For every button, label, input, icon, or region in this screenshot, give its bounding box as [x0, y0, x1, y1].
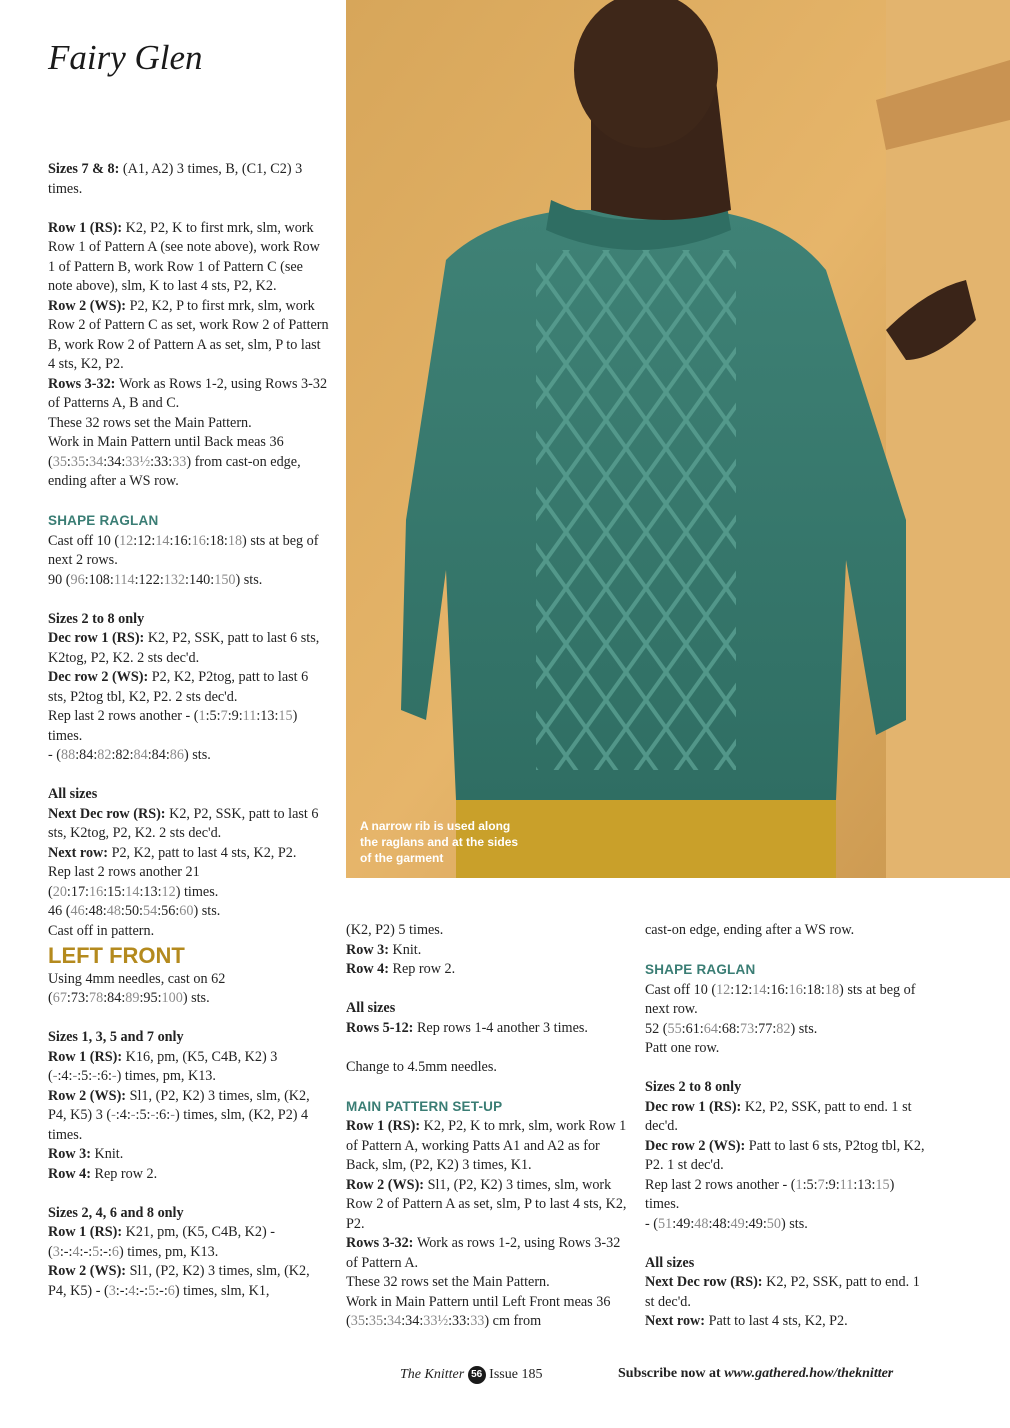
text-run: ) sts.: [790, 1020, 818, 1037]
instruction-paragraph: [346, 941, 630, 961]
text-run: K2, P2, SSK, patt to end. 1 st dec'd.: [645, 1274, 920, 1310]
paragraph-gap: [48, 1009, 330, 1029]
instruction-paragraph: [645, 921, 929, 941]
text-run: :140:: [185, 571, 215, 588]
instruction-paragraph: [645, 1020, 929, 1040]
text-run: :95:: [139, 990, 162, 1006]
section-heading: [48, 943, 330, 970]
text-run: 46 (: [48, 903, 71, 919]
text-run: :16:: [766, 981, 789, 998]
text-run: Using 4mm needles, cast on 62 (: [48, 970, 226, 1006]
text-run: :: [383, 1313, 388, 1329]
size-value: 35: [368, 1313, 384, 1329]
size-value: 49: [730, 1215, 745, 1232]
text-run: :4:: [57, 1068, 73, 1084]
text-run: Rep row 2.: [94, 1165, 158, 1182]
subscribe-text: Subscribe now at: [618, 1366, 721, 1381]
size-value: -: [170, 1107, 175, 1123]
size-value: 1: [795, 1176, 803, 1193]
text-run: ) times.: [48, 708, 298, 744]
text-run: :61:: [681, 1020, 704, 1037]
instruction-paragraph: [48, 707, 330, 746]
size-value: 48: [106, 903, 121, 919]
size-value: 60: [179, 903, 194, 919]
issue-number: Issue 185: [489, 1367, 543, 1383]
text-run: Patt to last 4 sts, K2, P2.: [708, 1313, 848, 1329]
paragraph-gap: [48, 1184, 330, 1204]
instruction-paragraph: [48, 970, 330, 1009]
row-label: Row 2 (WS):: [48, 1263, 130, 1279]
text-run: K2, P2, K to mrk, slm, work Row 1 of Pattern A, working Patts A1 and A2 as for Back, slm, (P2, K2) 3 times, K1.: [346, 1118, 627, 1173]
paragraph-gap: [48, 199, 330, 219]
paragraph-gap: [346, 1038, 630, 1058]
instruction-paragraph: [48, 805, 330, 844]
text-run: ) sts.: [193, 903, 221, 919]
size-value: 88: [61, 747, 76, 763]
paragraph-gap: [645, 1234, 929, 1254]
text-run: :49:: [744, 1215, 767, 1232]
size-value: 89: [125, 990, 140, 1006]
text-run: :-:: [155, 1282, 168, 1299]
instruction-paragraph: [48, 785, 330, 805]
instruction-paragraph: [346, 999, 630, 1019]
text-run: Sl1, (P2, K2) 3 times, slm, (K2, P4, K5) 3 (: [48, 1087, 310, 1123]
size-value: 7: [817, 1176, 825, 1193]
size-value: 5: [148, 1282, 156, 1299]
instruction-paragraph: [645, 1254, 929, 1274]
instruction-paragraph: [645, 1312, 929, 1332]
row-label: Row 1 (RS):: [48, 1224, 126, 1240]
size-value: 35: [70, 453, 86, 470]
instruction-paragraph: [645, 1039, 929, 1059]
row-label: Row 3:: [346, 941, 393, 958]
size-value: 7: [220, 708, 228, 724]
size-value: 1: [198, 708, 206, 724]
paragraph-gap: [645, 941, 929, 961]
size-value: 82: [776, 1020, 791, 1037]
size-value: 55: [667, 1020, 682, 1037]
text-run: :6:: [155, 1107, 171, 1123]
text-run: MAIN PATTERN SET-UP: [346, 1098, 503, 1114]
size-value: 11: [242, 708, 257, 724]
text-run: ) from cast-on edge, ending after a WS row.: [48, 453, 301, 489]
instruction-paragraph: [645, 981, 929, 1020]
text-run: :9:: [227, 708, 243, 724]
text-run: These 32 rows set the Main Pattern.: [346, 1274, 550, 1290]
pattern-title: Fairy Glen: [48, 38, 203, 77]
size-value: 132: [163, 571, 186, 588]
section-heading: [48, 511, 330, 532]
text-run: Patt one row.: [645, 1040, 720, 1056]
instruction-paragraph: [346, 1019, 630, 1039]
size-value: 6: [111, 1243, 119, 1260]
size-value: 18: [227, 532, 243, 549]
row-label: Sizes 2 to 8 only: [645, 1079, 742, 1095]
size-value: 15: [278, 708, 293, 724]
instruction-paragraph: [48, 1145, 330, 1165]
text-run: Knit.: [94, 1146, 124, 1162]
instruction-paragraph: [48, 297, 330, 375]
size-value: 100: [161, 990, 183, 1006]
text-run: Rep rows 1-4 another 3 times.: [416, 1019, 588, 1036]
text-run: Rep row 2.: [392, 961, 456, 977]
text-run: LEFT FRONT: [48, 943, 185, 968]
text-run: ) sts.: [182, 990, 210, 1006]
text-run: :-:: [79, 1243, 93, 1260]
text-run: :33:: [150, 453, 173, 470]
text-run: (K2, P2) 5 times.: [346, 922, 444, 938]
size-value: -: [130, 1107, 136, 1123]
text-run: K2, P2, SSK, patt to last 6 sts, K2tog, P2, K2. 2 sts dec'd.: [48, 805, 319, 841]
text-run: :13:: [256, 708, 279, 724]
text-run: :5:: [135, 1107, 151, 1123]
text-run: :84:: [147, 747, 170, 763]
size-value: 78: [89, 990, 104, 1006]
footer-right: [618, 1366, 893, 1382]
text-run: :18:: [205, 532, 228, 549]
text-run: ) times, slm, K1,: [174, 1282, 270, 1299]
text-run: :82:: [111, 747, 134, 763]
row-label: All sizes: [48, 786, 98, 802]
text-run: - (: [48, 747, 61, 763]
row-label: Next row:: [645, 1313, 709, 1329]
instruction-paragraph: [48, 1204, 330, 1224]
text-run: K16, pm, (K5, C4B, K2) 3 (: [48, 1048, 278, 1084]
instruction-paragraph: [346, 1234, 630, 1273]
row-label: Row 1 (RS):: [346, 1118, 424, 1134]
text-run: Rep last 2 rows another - (: [48, 708, 199, 724]
size-value: 33½: [423, 1313, 449, 1329]
size-value: 64: [703, 1020, 718, 1037]
text-run: :5:: [205, 708, 221, 724]
text-run: :50:: [120, 903, 143, 919]
paragraph-gap: [48, 590, 330, 610]
size-value: -: [52, 1068, 58, 1084]
row-label: Row 1 (RS):: [48, 219, 126, 236]
text-run: ) times.: [175, 883, 219, 900]
size-value: 18: [824, 981, 840, 998]
instruction-paragraph: [48, 902, 330, 922]
instruction-paragraph: [48, 160, 330, 199]
text-run: ) times, slm, (K2, P2) 4 times.: [48, 1107, 309, 1143]
text-run: :18:: [802, 981, 825, 998]
instruction-paragraph: [48, 1223, 330, 1262]
text-run: :73:: [66, 990, 89, 1006]
text-run: P2, K2, P2tog, patt to last 6 sts, P2tog tbl, K2, P2. 2 sts dec'd.: [48, 669, 309, 705]
size-value: -: [111, 1107, 116, 1123]
text-run: Work in Main Pattern until Left Front meas 36 (: [346, 1293, 611, 1329]
row-label: Dec row 1 (RS):: [645, 1098, 745, 1115]
size-value: 48: [694, 1215, 709, 1232]
row-label: Rows 5-12:: [346, 1019, 417, 1036]
row-label: Row 4:: [346, 961, 393, 977]
row-label: Row 1 (RS):: [48, 1048, 126, 1065]
size-value: 67: [52, 990, 67, 1006]
text-run: :84:: [75, 747, 98, 763]
size-value: 51: [658, 1215, 673, 1232]
instruction-paragraph: [48, 414, 330, 434]
size-value: 34: [387, 1313, 402, 1329]
size-value: 96: [70, 571, 85, 588]
size-value: 15: [875, 1176, 890, 1193]
instruction-paragraph: [48, 1262, 330, 1301]
size-value: 82: [97, 747, 112, 763]
text-run: :56:: [157, 903, 180, 919]
instruction-paragraph: [645, 1137, 929, 1176]
text-column-2: [346, 921, 630, 1332]
text-run: :17:: [66, 883, 89, 900]
row-label: Rows 3-32:: [346, 1235, 417, 1251]
text-run: Knit.: [392, 941, 422, 958]
instruction-paragraph: [48, 433, 330, 492]
instruction-paragraph: [346, 1058, 630, 1078]
row-label: Next Dec row (RS):: [48, 805, 170, 822]
instruction-paragraph: [346, 1117, 630, 1176]
size-value: 14: [155, 532, 170, 549]
text-run: :4:: [115, 1107, 131, 1123]
text-run: :48:: [84, 903, 107, 919]
text-run: ) sts.: [183, 747, 211, 763]
text-run: :122:: [134, 571, 164, 588]
instruction-paragraph: [48, 1028, 330, 1048]
size-value: 14: [752, 981, 767, 998]
instruction-paragraph: [48, 571, 330, 591]
text-column-1: [48, 160, 330, 1301]
size-value: 46: [70, 903, 85, 919]
size-value: 14: [125, 883, 140, 900]
size-value: 33: [172, 453, 187, 470]
text-run: ) sts at beg of next 2 rows.: [48, 532, 319, 568]
text-run: cast-on edge, ending after a WS row.: [645, 922, 855, 938]
text-run: :33:: [448, 1313, 471, 1329]
text-run: Cast off in pattern.: [48, 922, 155, 939]
row-label: Sizes 2, 4, 6 and 8 only: [48, 1204, 184, 1221]
section-heading: [346, 1097, 630, 1118]
text-run: :49:: [672, 1215, 695, 1232]
text-run: 90 (: [48, 571, 71, 588]
sweater-photo: [346, 0, 1010, 878]
text-run: ) cm from: [484, 1313, 542, 1329]
text-run: :: [66, 453, 71, 470]
size-value: 33½: [125, 453, 151, 470]
text-column-3: [645, 921, 929, 1332]
text-run: :84:: [103, 990, 126, 1006]
size-value: 35: [52, 453, 67, 470]
size-value: 150: [214, 571, 236, 588]
text-run: ) times, pm, K13.: [118, 1243, 219, 1260]
text-run: Rep last 2 rows another - (: [645, 1176, 796, 1193]
text-run: :13:: [139, 883, 162, 900]
size-value: 4: [72, 1243, 80, 1260]
size-value: 12: [716, 981, 731, 998]
text-run: :: [85, 453, 90, 470]
text-run: ) times.: [645, 1176, 895, 1212]
text-run: :-:: [99, 1243, 112, 1260]
text-run: ) times, pm, K13.: [116, 1068, 216, 1084]
text-run: :-:: [115, 1282, 129, 1299]
row-label: Sizes 2 to 8 only: [48, 610, 145, 627]
size-value: 33: [470, 1313, 485, 1329]
row-label: Row 2 (WS):: [48, 1087, 130, 1104]
text-run: :6:: [96, 1068, 112, 1084]
instruction-paragraph: [645, 1078, 929, 1098]
size-value: 114: [113, 571, 135, 588]
instruction-paragraph: [346, 1293, 630, 1332]
text-run: - (: [645, 1215, 658, 1232]
instruction-paragraph: [346, 960, 630, 980]
size-value: 3: [108, 1282, 116, 1299]
paragraph-gap: [48, 766, 330, 786]
text-run: Cast off 10 (: [645, 981, 717, 998]
row-label: Row 4:: [48, 1165, 95, 1182]
size-value: 86: [169, 747, 184, 763]
size-value: -: [72, 1068, 78, 1084]
instruction-paragraph: [645, 1176, 929, 1215]
size-value: -: [92, 1068, 97, 1084]
row-label: Next Dec row (RS):: [645, 1274, 767, 1290]
text-run: Rep last 2 rows another 21 (: [48, 864, 200, 900]
instruction-paragraph: [48, 629, 330, 668]
text-run: :108:: [84, 571, 114, 588]
row-label: Row 2 (WS):: [48, 297, 130, 314]
row-label: Rows 3-32:: [48, 375, 119, 392]
text-run: :68:: [717, 1020, 740, 1037]
size-value: 12: [161, 883, 176, 900]
text-run: P2, K2, patt to last 4 sts, K2, P2.: [111, 844, 297, 861]
footer-left: [400, 1366, 542, 1384]
size-value: 3: [52, 1243, 60, 1260]
row-label: Dec row 2 (WS):: [645, 1137, 749, 1154]
row-label: Row 2 (WS):: [346, 1176, 428, 1193]
text-run: Cast off 10 (: [48, 532, 120, 549]
page-number: 56: [468, 1366, 486, 1384]
text-run: Work in Main Pattern until Back meas 36 (: [48, 434, 284, 470]
paragraph-gap: [645, 1059, 929, 1079]
text-run: K2, P2, SSK, patt to last 6 sts, K2tog, P2, K2. 2 sts dec'd.: [48, 630, 320, 666]
paragraph-gap: [346, 980, 630, 1000]
text-run: 52 (: [645, 1020, 668, 1037]
magazine-name: The Knitter: [400, 1367, 465, 1383]
instruction-paragraph: [48, 668, 330, 707]
text-run: :13:: [853, 1176, 876, 1193]
size-value: 16: [89, 883, 104, 900]
instruction-paragraph: [48, 1165, 330, 1185]
size-value: -: [111, 1068, 117, 1084]
text-run: Change to 4.5mm needles.: [346, 1058, 497, 1075]
text-run: :-:: [135, 1282, 149, 1299]
size-value: 4: [128, 1282, 136, 1299]
row-label: Dec row 1 (RS):: [48, 630, 148, 646]
text-run: Patt to last 6 sts, P2tog tbl, K2, P2. 1 st dec'd.: [645, 1137, 925, 1173]
size-value: 11: [839, 1176, 854, 1193]
text-run: :9:: [824, 1176, 840, 1193]
row-label: All sizes: [346, 1000, 396, 1016]
text-run: :-:: [59, 1243, 73, 1260]
text-run: Work as rows 1-2, using Rows 3-32 of Pattern A.: [346, 1235, 621, 1271]
instruction-paragraph: [48, 1048, 330, 1087]
instruction-paragraph: [346, 921, 630, 941]
size-value: 16: [191, 532, 206, 549]
row-label: Row 3:: [48, 1146, 95, 1162]
text-run: :34:: [401, 1313, 424, 1329]
text-run: :77:: [754, 1020, 777, 1037]
size-value: 50: [766, 1215, 781, 1232]
text-run: :5:: [77, 1068, 93, 1084]
text-run: These 32 rows set the Main Pattern.: [48, 414, 252, 431]
text-run: ) sts.: [235, 571, 263, 588]
text-run: ) sts at beg of next row.: [645, 981, 916, 1017]
text-run: :15:: [103, 883, 126, 900]
text-run: Work as Rows 1-2, using Rows 3-32 of Patterns A, B and C.: [48, 375, 328, 411]
instruction-paragraph: [48, 863, 330, 902]
size-value: -: [150, 1107, 156, 1123]
row-label: Next row:: [48, 844, 112, 861]
size-value: 6: [167, 1282, 175, 1299]
instruction-paragraph: [645, 1098, 929, 1137]
size-value: 34: [89, 453, 104, 470]
photo-caption: A narrow rib is used along the raglans and at the sides of the garment: [360, 819, 519, 865]
size-value: 73: [740, 1020, 755, 1037]
size-value: 5: [92, 1243, 100, 1260]
text-run: SHAPE RAGLAN: [645, 962, 756, 977]
text-run: :16:: [169, 532, 192, 549]
instruction-paragraph: [48, 746, 330, 766]
text-run: Sl1, (P2, K2) 3 times, slm, (K2, P4, K5) - (: [48, 1263, 310, 1299]
row-label: Sizes 1, 3, 5 and 7 only: [48, 1029, 184, 1045]
instruction-paragraph: [48, 532, 330, 571]
text-run: SHAPE RAGLAN: [48, 513, 159, 528]
paragraph-gap: [48, 492, 330, 512]
row-label: Sizes 7 & 8:: [48, 161, 123, 177]
instruction-paragraph: [48, 844, 330, 864]
instruction-paragraph: [645, 1273, 929, 1312]
row-label: All sizes: [645, 1254, 695, 1271]
instruction-paragraph: [48, 610, 330, 630]
text-run: K2, P2, SSK, patt to end. 1 st dec'd.: [645, 1098, 912, 1134]
text-run: Sl1, (P2, K2) 3 times, slm, work Row 2 of Pattern A as set, slm, P to last 4 sts, K2, P2.: [346, 1176, 627, 1232]
text-run: :12:: [133, 532, 156, 549]
size-value: 12: [119, 532, 134, 549]
text-run: ) sts.: [780, 1215, 808, 1232]
text-run: :12:: [730, 981, 753, 998]
text-run: :48:: [708, 1215, 731, 1232]
text-run: :5:: [802, 1176, 818, 1193]
section-heading: [645, 960, 929, 981]
instruction-paragraph: [346, 1273, 630, 1293]
paragraph-gap: [346, 1077, 630, 1097]
instruction-paragraph: [48, 375, 330, 414]
size-value: 20: [52, 883, 67, 900]
row-label: Dec row 2 (WS):: [48, 669, 152, 685]
instruction-paragraph: [346, 1176, 630, 1235]
text-run: K2, P2, K to first mrk, slm, work Row 1 of Pattern A (see note above), work Row 1 of Pattern B, work Row 1 of Pattern C (see note above), slm, K to last 4 sts, P2, K2.: [48, 219, 320, 294]
subscribe-link[interactable]: www.gathered.how/theknitter: [724, 1366, 894, 1381]
size-value: 84: [133, 747, 148, 763]
instruction-paragraph: [48, 219, 330, 297]
text-run: P2, K2, P to first mrk, slm, work Row 2 of Pattern C as set, work Row 2 of Pattern B, work Row 2 of Pattern A as set, slm, P to last 4 sts, K2, P2.: [48, 297, 329, 372]
size-value: 35: [350, 1313, 365, 1329]
instruction-paragraph: [48, 1087, 330, 1146]
instruction-paragraph: [645, 1215, 929, 1235]
size-value: 16: [788, 981, 803, 998]
text-run: :34:: [103, 453, 126, 470]
text-run: (A1, A2) 3 times, B, (C1, C2) 3 times.: [48, 161, 303, 197]
text-run: K21, pm, (K5, C4B, K2) - (: [48, 1224, 275, 1260]
instruction-paragraph: [48, 922, 330, 942]
size-value: 54: [143, 903, 158, 919]
text-run: :: [364, 1313, 369, 1329]
